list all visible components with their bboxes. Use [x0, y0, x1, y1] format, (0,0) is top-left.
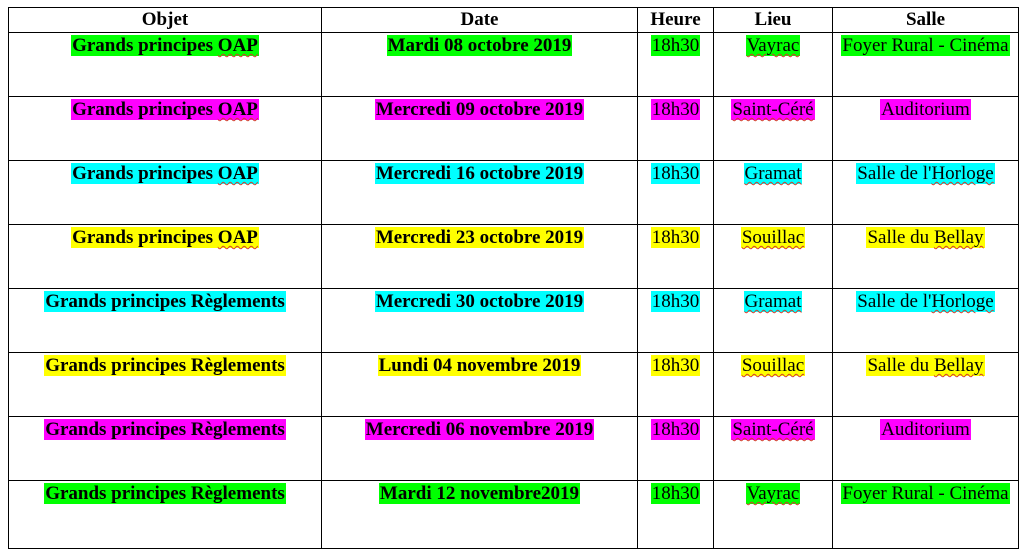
salle-text: Auditorium: [881, 99, 970, 120]
cell-salle: [833, 225, 1019, 289]
cell-objet: [9, 353, 322, 417]
cell-date: [322, 161, 638, 225]
header-heure: Heure: [638, 8, 714, 33]
table-row: [9, 33, 1019, 97]
cell-heure: [638, 417, 714, 481]
date-text: Mercredi 23 octobre 2019: [375, 227, 584, 248]
cell-date: [322, 225, 638, 289]
cell-date: [322, 289, 638, 353]
cell-heure: [638, 225, 714, 289]
cell-lieu: [714, 161, 833, 225]
objet-text: Grands principes OAP: [72, 35, 258, 56]
table-row: [9, 481, 1019, 549]
objet-text: Grands principes OAP: [72, 163, 258, 184]
cell-heure: [638, 289, 714, 353]
cell-salle: [833, 417, 1019, 481]
header-date: Date: [322, 8, 638, 33]
objet-text: Grands principes Règlements: [45, 291, 285, 312]
cell-date: [322, 481, 638, 549]
cell-objet: [9, 33, 322, 97]
cell-objet: [9, 289, 322, 353]
cell-objet: [9, 161, 322, 225]
objet-text: Grands principes Règlements: [45, 355, 285, 376]
header-salle: Salle: [833, 8, 1019, 33]
cell-lieu: [714, 417, 833, 481]
cell-heure: [638, 481, 714, 549]
cell-lieu: [714, 33, 833, 97]
cell-lieu: [714, 289, 833, 353]
table-row: [9, 97, 1019, 161]
cell-objet: [9, 97, 322, 161]
table-row: [9, 353, 1019, 417]
spellcheck-word: Bellay: [933, 227, 984, 248]
cell-date: [322, 417, 638, 481]
lieu-text: Gramat: [744, 163, 802, 184]
cell-objet: [9, 417, 322, 481]
objet-text: Grands principes OAP: [72, 227, 258, 248]
salle-text: Salle de l'Horloge: [857, 163, 994, 184]
heure-text: 18h30: [651, 227, 700, 248]
lieu-text: Souillac: [741, 355, 805, 376]
objet-text: Grands principes Règlements: [45, 483, 285, 504]
spellcheck-word: OAP: [217, 163, 258, 184]
table-row: [9, 289, 1019, 353]
table-row: [9, 161, 1019, 225]
heure-text: 18h30: [651, 99, 700, 120]
heure-text: 18h30: [651, 483, 700, 504]
schedule-table: [8, 7, 1019, 549]
date-text: Mercredi 09 octobre 2019: [375, 99, 584, 120]
spellcheck-word: Horloge: [931, 163, 994, 184]
cell-date: [322, 353, 638, 417]
spellcheck-word: OAP: [217, 227, 258, 248]
cell-lieu: [714, 353, 833, 417]
cell-date: [322, 97, 638, 161]
cell-objet: [9, 225, 322, 289]
spellcheck-word: Bellay: [933, 355, 984, 376]
cell-salle: [833, 289, 1019, 353]
salle-text: Foyer Rural - Cinéma: [842, 483, 1009, 504]
date-text: Mercredi 06 novembre 2019: [365, 419, 594, 440]
date-text: Lundi 04 novembre 2019: [378, 355, 581, 376]
cell-salle: [833, 481, 1019, 549]
objet-text: Grands principes Règlements: [45, 419, 285, 440]
cell-salle: [833, 97, 1019, 161]
cell-heure: [638, 161, 714, 225]
salle-text: Salle du Bellay: [867, 227, 984, 248]
cell-date: [322, 33, 638, 97]
heure-text: 18h30: [651, 291, 700, 312]
cell-heure: [638, 353, 714, 417]
cell-salle: [833, 161, 1019, 225]
table-row: [9, 225, 1019, 289]
heure-text: 18h30: [651, 355, 700, 376]
date-text: Mardi 12 novembre2019: [379, 483, 580, 504]
table-row: [9, 417, 1019, 481]
lieu-text: Gramat: [744, 291, 802, 312]
cell-lieu: [714, 97, 833, 161]
cell-salle: [833, 353, 1019, 417]
date-text: Mercredi 16 octobre 2019: [375, 163, 584, 184]
date-text: Mardi 08 octobre 2019: [387, 35, 572, 56]
spellcheck-word: OAP: [217, 35, 258, 56]
salle-text: Auditorium: [881, 419, 970, 440]
cell-heure: [638, 33, 714, 97]
cell-lieu: [714, 225, 833, 289]
cell-lieu: [714, 481, 833, 549]
lieu-text: Saint-Céré: [732, 99, 814, 120]
objet-text: Grands principes OAP: [72, 99, 258, 120]
header-objet: Objet: [9, 8, 322, 33]
heure-text: 18h30: [651, 163, 700, 184]
spellcheck-word: Horloge: [931, 291, 994, 312]
date-text: Mercredi 30 octobre 2019: [375, 291, 584, 312]
salle-text: Salle du Bellay: [867, 355, 984, 376]
header-lieu: Lieu: [714, 8, 833, 33]
heure-text: 18h30: [651, 35, 700, 56]
header-row: [9, 8, 1019, 33]
lieu-text: Vayrac: [746, 35, 800, 56]
cell-heure: [638, 97, 714, 161]
lieu-text: Vayrac: [746, 483, 800, 504]
salle-text: Salle de l'Horloge: [857, 291, 994, 312]
lieu-text: Saint-Céré: [732, 419, 814, 440]
heure-text: 18h30: [651, 419, 700, 440]
spellcheck-word: OAP: [217, 99, 258, 120]
cell-salle: [833, 33, 1019, 97]
salle-text: Foyer Rural - Cinéma: [842, 35, 1009, 56]
lieu-text: Souillac: [741, 227, 805, 248]
cell-objet: [9, 481, 322, 549]
